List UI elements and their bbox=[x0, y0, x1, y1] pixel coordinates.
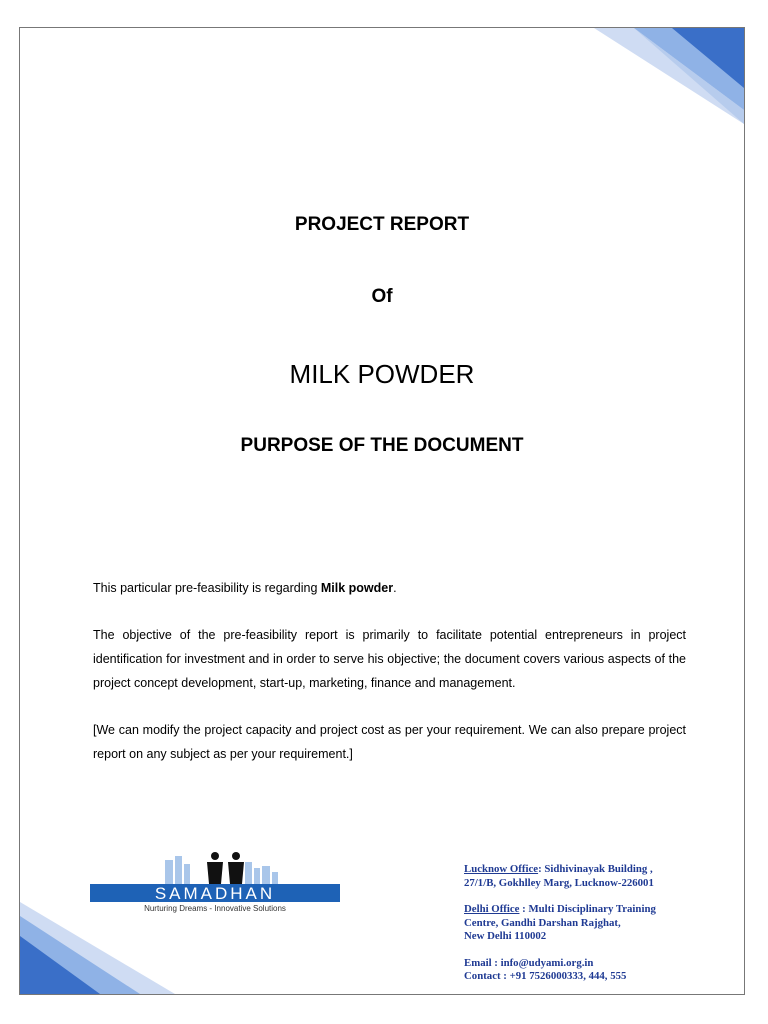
delhi-office-line bbox=[464, 903, 734, 917]
lucknow-address-2: 27/1/B, Gokhlley Marg, Lucknow-226001 bbox=[464, 876, 654, 889]
delhi-office-label: Delhi Office bbox=[464, 903, 520, 915]
lucknow-office-label: Lucknow Office bbox=[464, 863, 539, 875]
document-page bbox=[19, 27, 745, 995]
email-line[interactable]: Email : info@udyami.org.in bbox=[464, 956, 594, 969]
logo-tagline: Nurturing Dreams - Innovative Solutions bbox=[144, 904, 286, 913]
product-name: MILK POWDER bbox=[289, 359, 475, 389]
product-highlight: Milk powder bbox=[320, 581, 394, 595]
delhi-address-2: Centre, Gandhi Darshan Rajghat, bbox=[464, 916, 621, 929]
modification-note: [We can modify the project capacity and project cost as per your requirement. We can also prepare project report on any subject as per your requirement.] bbox=[93, 723, 686, 761]
lucknow-address-1: : Sidhivinayak Building , bbox=[538, 863, 653, 875]
corner-decoration-top-right bbox=[594, 28, 744, 124]
delhi-address-3: New Delhi 110002 bbox=[464, 930, 547, 942]
intro-paragraph bbox=[93, 576, 686, 600]
lucknow-office-line bbox=[464, 863, 734, 877]
intro-text: This particular pre-feasibility is regarding bbox=[93, 581, 321, 595]
contact-block bbox=[464, 863, 734, 984]
corner-decoration-bottom-left bbox=[20, 902, 175, 994]
logo-wordmark: SAMADHAN bbox=[154, 884, 276, 903]
intro-period: . bbox=[393, 581, 397, 595]
objective-paragraph: The objective of the pre-feasibility report is primarily to facilitate potential entrepreneurs in project identification for investment and in order to serve his objective; the document covers various aspects of the project concept development, start-up, marketing, finance and management. bbox=[93, 628, 686, 690]
phone-line: Contact : +91 7526000333, 444, 555 bbox=[464, 970, 627, 982]
report-title-of: Of bbox=[371, 286, 393, 307]
section-heading: PURPOSE OF THE DOCUMENT bbox=[240, 435, 524, 456]
report-title: PROJECT REPORT bbox=[294, 214, 470, 235]
delhi-address-1: : Multi Disciplinary Training bbox=[519, 903, 656, 915]
